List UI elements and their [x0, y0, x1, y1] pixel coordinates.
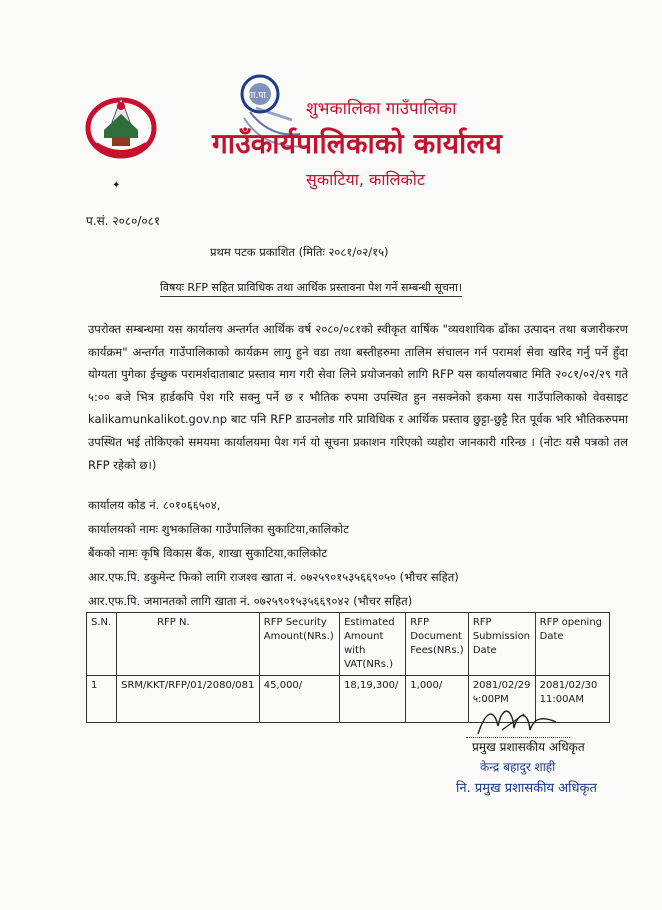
org-title: गाउँकार्यपालिकाको कार्यालय [212, 127, 503, 160]
bank-name: बैंकको नामः कृषि विकास बैंक, शाखा सुकाटिया,कालिकोट [88, 546, 328, 560]
nepal-emblem-icon [84, 88, 158, 162]
table-cell: 1 [87, 676, 117, 723]
signatory-title: प्रमुख प्रशासकीय अधिकृत [472, 740, 585, 754]
table-cell: 18,19,300/ [340, 676, 406, 723]
signatory-name: केन्द्र बहादुर शाही [480, 760, 556, 774]
table-cell: 45,000/ [259, 676, 339, 723]
scan-mark: ✦ [112, 180, 121, 191]
revenue-account: आर.एफ.पि. डकुमेन्ट फिको लागि राजश्व खाता नं. ०७२५९०१५३५६६९०५० (भौचर सहित) [88, 570, 459, 584]
table-header: RFP opening Date [535, 613, 609, 676]
published-date: प्रथम पटक प्रकाशित (मितिः २०८१/०२/१५) [210, 245, 389, 259]
table-cell: 2081/02/29 ५:00PM [468, 676, 535, 723]
table-header: RFP Submission Date [468, 613, 535, 676]
table-cell: 2081/02/30 11:00AM [535, 676, 609, 723]
table-header: RFP N. [117, 613, 260, 676]
table-header: Estimated Amount with VAT(NRs.) [340, 613, 406, 676]
org-address: सुकाटिया, कालिकोट [306, 170, 425, 189]
table-header: RFP Document Fees(NRs.) [406, 613, 469, 676]
subject-line: विषयः RFP सहित प्राविधिक तथा आर्थिक प्रस्तावना पेश गर्ने सम्बन्धी सूचना। [160, 280, 462, 297]
signatory-designation: नि. प्रमुख प्रशासकीय अधिकृत [456, 781, 597, 796]
table-cell: SRM/KKT/RFP/01/2080/081 [117, 676, 260, 723]
reference-number: प.सं. २०८०/०८१ [86, 214, 161, 228]
office-name: कार्यालयको नामः शुभकालिका गाउँपालिका सुकाटिया,कालिकोट [88, 522, 349, 536]
security-account: आर.एफ.पि. जमानतको लागि खाता नं. ०७२५९०१५३५६६९०४२ (भौचर सहित) [88, 594, 413, 608]
table-header: S.N. [87, 613, 117, 676]
notice-body: उपरोक्त सम्बन्धमा यस कार्यालय अन्तर्गत आर्थिक वर्ष २०८०/०८१को स्वीकृत वार्षिक "व्यवशायिक ढाँका उत्पादन तथा बजारीकरण कार्यक्रम" अन्तर्गत गाउँपालिकाको कार्यक्रम लागु हुने वडा तथा बस्तीहरुमा तालिम संचालन गर्न परामर्श सेवा खरिद गर्नु पर्ने हुँदा योग्यता पुगेका ईच्छुक परामर्शदाताबाट प्रस्ताव माग गरी सेवा लिने प्रयोजनको लागि RFP यस कार्यालयबाट मिति २०८१/०२/२९ गते ५:०० बजे भित्र हार्डकपि पेश गरि सक्नु पर्ने छ र भौतिक रुपमा उपस्थित हुन नसक्नेको हकमा यस गाउँपालिकाको वेवसाइट kalikamunkalikot.gov.np बाट पनि RFP डाउनलोड गरि प्राविधिक र आर्थिक प्रस्ताव छुट्टा-छुट्टै रित पूर्वक भरि भौतिकरुपमा उपस्थित भई तोकिएको समयमा कार्यालयमा पेश गर्न यो सूचना प्रकाशन गरिएको व्यहोरा जानकारी गरिन्छ । (नोटः यसै पत्रको तल RFP रहेको छ।) [88, 322, 628, 472]
table-cell: 1,000/ [406, 676, 469, 723]
table-header: RFP Security Amount(NRs.) [259, 613, 339, 676]
svg-text:गा.पा.: गा.पा. [248, 91, 269, 101]
table-header-row [87, 613, 610, 676]
org-small-name: शुभकालिका गाउँपालिका [306, 99, 457, 119]
office-code: कार्यालय कोड नं. ८०१०६६५०४, [88, 498, 221, 512]
